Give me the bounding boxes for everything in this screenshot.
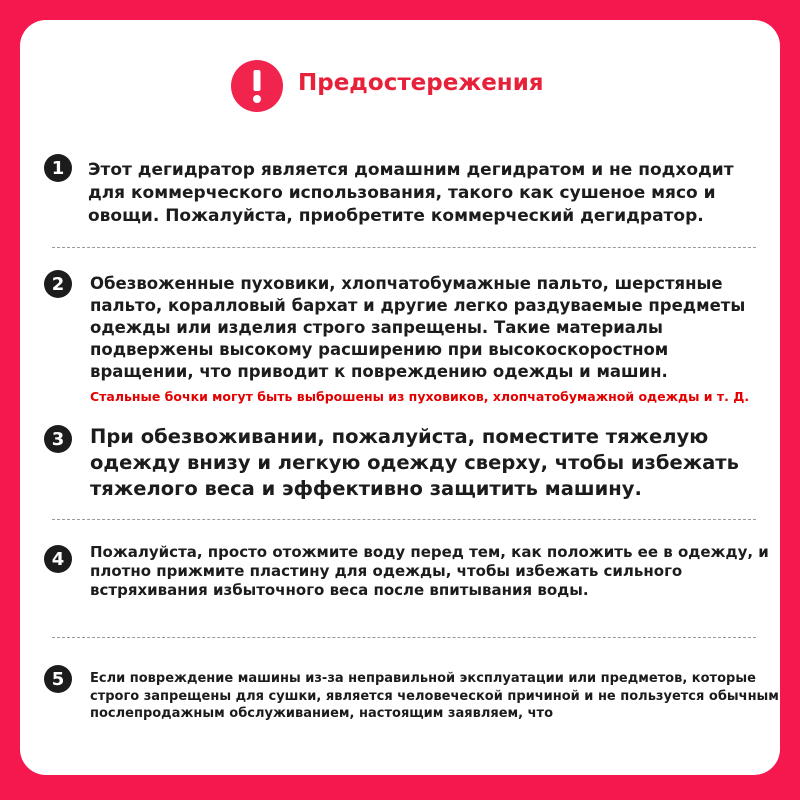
notice-card [20, 20, 780, 775]
item-text: Пожалуйста, просто отожмите воду перед тем, как положить ее в одежду, и плотно прижмите пластину для одежды, чтобы избежать сильного встряхивания избыточного веса после впитывания воды. [90, 543, 769, 599]
divider [52, 637, 756, 638]
item-number-badge: 3 [44, 425, 72, 453]
item-text: При обезвоживании, пожалуйста, поместите тяжелую одежду внизу и легкую одежду сверху, чтобы избежать тяжелого веса и эффективно защитить машину. [90, 425, 739, 500]
item-text: Этот дегидратор является домашним дегидратом и не подходит для коммерческого использования, такого как сушеное мясо и овощи. Пожалуйста, приобретите коммерческий дегидратор. [88, 160, 734, 226]
divider [52, 519, 756, 520]
item-number-badge: 1 [44, 154, 72, 182]
item-number-badge: 5 [44, 665, 72, 693]
item-text: Если повреждение машины из-за неправильной эксплуатации или предметов, которые строго запрещены для сушки, является человеческой причиной и не пользуется обычным послепродажным обслуживанием, настоящим заявляем, что [90, 671, 779, 721]
warning-note: Стальные бочки могут быть выброшены из пуховиков, хлопчатобумажной одежды и т. Д. [90, 389, 750, 404]
item-text: Обезвоженные пуховики, хлопчатобумажные пальто, шерстяные пальто, коралловый бархат и другие легко раздуваемые предметы одежды или изделия строго запрещены. Такие материалы подвержены высокому расширению при высокоскоростном вращении, что приводит к повреждению одежды и машин. [90, 274, 746, 381]
page-title: Предостережения [298, 70, 544, 96]
exclamation-icon [231, 60, 283, 112]
item-number-badge: 2 [44, 270, 72, 298]
header [20, 58, 780, 114]
item-number-badge: 4 [44, 545, 72, 573]
divider [52, 247, 756, 248]
